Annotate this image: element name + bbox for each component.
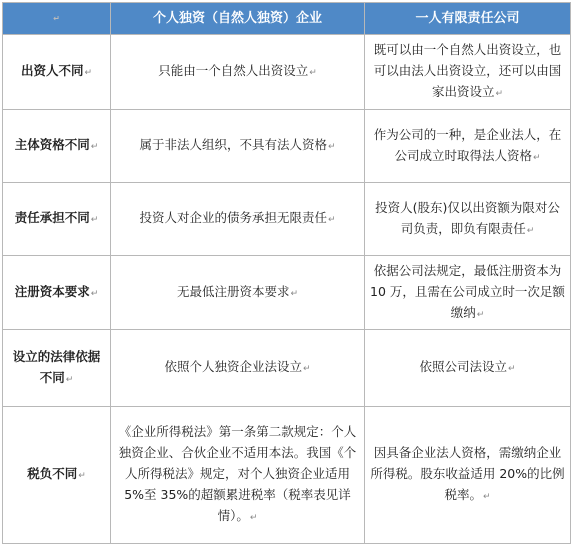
table-row [3, 330, 571, 407]
sole-proprietorship-cell: 依照个人独资企业法设立 ↵ [111, 330, 365, 407]
sole-proprietorship-cell: 属于非法人组织，不具有法人资格 ↵ [111, 110, 365, 183]
table-row [3, 256, 571, 330]
sole-proprietorship-cell: 只能由一个自然人出资设立 ↵ [111, 35, 365, 110]
table-row [3, 35, 571, 110]
table-row [3, 110, 571, 183]
llc-cell: 投资人(股东)仅以出资额为限对公司负责，即负有限责任 ↵ [365, 183, 571, 256]
llc-cell: 依据公司法规定，最低注册资本为 10 万，且需在公司成立时一次足额缴纳 ↵ [365, 256, 571, 330]
row-label: 出资人不同 ↵ [3, 35, 111, 110]
header-row [3, 3, 571, 35]
row-label: 主体资格不同 ↵ [3, 110, 111, 183]
header-one-person-llc: 一人有限责任公司 [365, 3, 571, 35]
header-sole-proprietorship: 个人独资（自然人独资）企业 [111, 3, 365, 35]
table-row [3, 183, 571, 256]
llc-cell: 因具备企业法人资格，需缴纳企业所得税。股东收益适用 20%的比例税率。 ↵ [365, 407, 571, 544]
row-label: 设立的法律依据不同 ↵ [3, 330, 111, 407]
row-label: 注册资本要求 ↵ [3, 256, 111, 330]
sole-proprietorship-cell: 无最低注册资本要求 ↵ [111, 256, 365, 330]
llc-cell: 既可以由一个自然人出资设立，也可以由法人出资设立，还可以由国家出资设立 ↵ [365, 35, 571, 110]
table-row [3, 407, 571, 544]
row-label: 税负不同 ↵ [3, 407, 111, 544]
row-label: 责任承担不同 ↵ [3, 183, 111, 256]
llc-cell: 作为公司的一种，是企业法人，在公司成立时取得法人资格 ↵ [365, 110, 571, 183]
header-corner-cell: ↵ [3, 3, 111, 35]
comparison-table [2, 2, 571, 544]
comparison-table-container [2, 2, 570, 544]
sole-proprietorship-cell: 《企业所得税法》第一条第二款规定：个人独资企业、合伙企业不适用本法。我国《个人所得税法》规定，对个人独资企业适用 5%至 35%的超额累进税率（税率表见详情）。 ↵ [111, 407, 365, 544]
llc-cell: 依照公司法设立 ↵ [365, 330, 571, 407]
sole-proprietorship-cell: 投资人对企业的债务承担无限责任 ↵ [111, 183, 365, 256]
